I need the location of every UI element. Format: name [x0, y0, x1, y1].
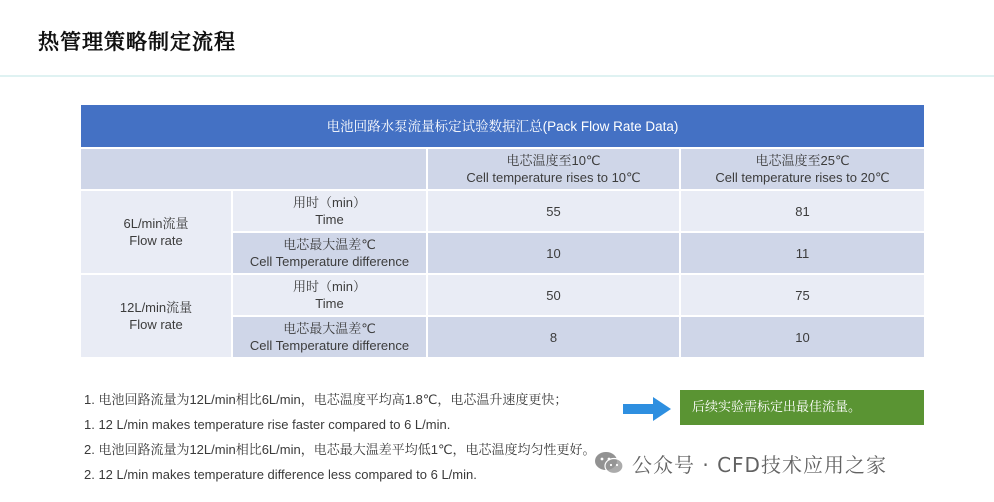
conclusion-notes: [84, 387, 644, 487]
right-arrow-icon: [623, 397, 671, 421]
note-line: 2. 12 L/min makes temperature difference less compared to 6 L/min.: [84, 467, 477, 482]
column-header-25c: [680, 148, 925, 190]
watermark-text: 公众号 · CFD技术应用之家: [632, 452, 887, 477]
table-cell-value: 55: [427, 190, 680, 232]
column-header-en: Cell temperature rises to 20℃: [715, 170, 890, 185]
flow-rate-table-container: [79, 103, 924, 359]
note-line: 1. 12 L/min makes temperature rise faster compared to 6 L/min.: [84, 417, 451, 432]
metric-label-cn: 用时（min）: [293, 279, 366, 294]
metric-label-en: Time: [315, 212, 344, 227]
flow-rate-table: [79, 103, 926, 359]
title-divider: [0, 75, 994, 77]
wechat-icon: [594, 450, 624, 476]
metric-label-en: Cell Temperature difference: [249, 254, 410, 269]
column-header-10c: [427, 148, 680, 190]
table-row: [80, 190, 925, 232]
group-label-en: Flow rate: [129, 233, 183, 248]
table-cell-value: 10: [427, 232, 680, 274]
column-header-row: [80, 148, 925, 190]
table-header-row: [80, 104, 925, 148]
note-line: 2. 电池回路流量为12L/min相比6L/min，电芯最大温差平均低1℃，电芯温度均匀性更好。: [84, 442, 596, 457]
next-step-box: 后续实验需标定出最佳流量。: [680, 390, 924, 425]
table-cell-value: 11: [680, 232, 925, 274]
note-line: 1. 电池回路流量为12L/min相比6L/min，电芯温度平均高1.8℃，电芯温升速度更快；: [84, 392, 568, 407]
table-cell-value: 81: [680, 190, 925, 232]
metric-label-time: [232, 274, 427, 316]
group-label-cn: 12L/min流量: [119, 300, 193, 315]
metric-label-time: [232, 190, 427, 232]
table-cell-value: 50: [427, 274, 680, 316]
column-header-cn: 电芯温度至25℃: [755, 153, 850, 168]
column-header-cn: 电芯温度至10℃: [506, 153, 601, 168]
page-title: 热管理策略制定流程: [38, 30, 236, 54]
table-row: [80, 274, 925, 316]
column-header-en: Cell temperature rises to 10℃: [466, 170, 641, 185]
metric-label-en: Cell Temperature difference: [249, 338, 410, 353]
table-title: 电池回路水泵流量标定试验数据汇总(Pack Flow Rate Data): [80, 104, 925, 148]
metric-label-cn: 电芯最大温差℃: [283, 321, 376, 336]
group-label-cn: 6L/min流量: [123, 216, 189, 231]
metric-label-cn: 电芯最大温差℃: [283, 237, 376, 252]
table-cell-value: 10: [680, 316, 925, 358]
table-cell-value: 75: [680, 274, 925, 316]
metric-label-temp-diff: [232, 232, 427, 274]
metric-label-cn: 用时（min）: [293, 195, 366, 210]
watermark: [594, 446, 887, 480]
metric-label-en: Time: [315, 296, 344, 311]
group-label-12l: [80, 274, 232, 358]
corner-cell: [80, 148, 427, 190]
table-cell-value: 8: [427, 316, 680, 358]
metric-label-temp-diff: [232, 316, 427, 358]
group-label-en: Flow rate: [129, 317, 183, 332]
group-label-6l: [80, 190, 232, 274]
